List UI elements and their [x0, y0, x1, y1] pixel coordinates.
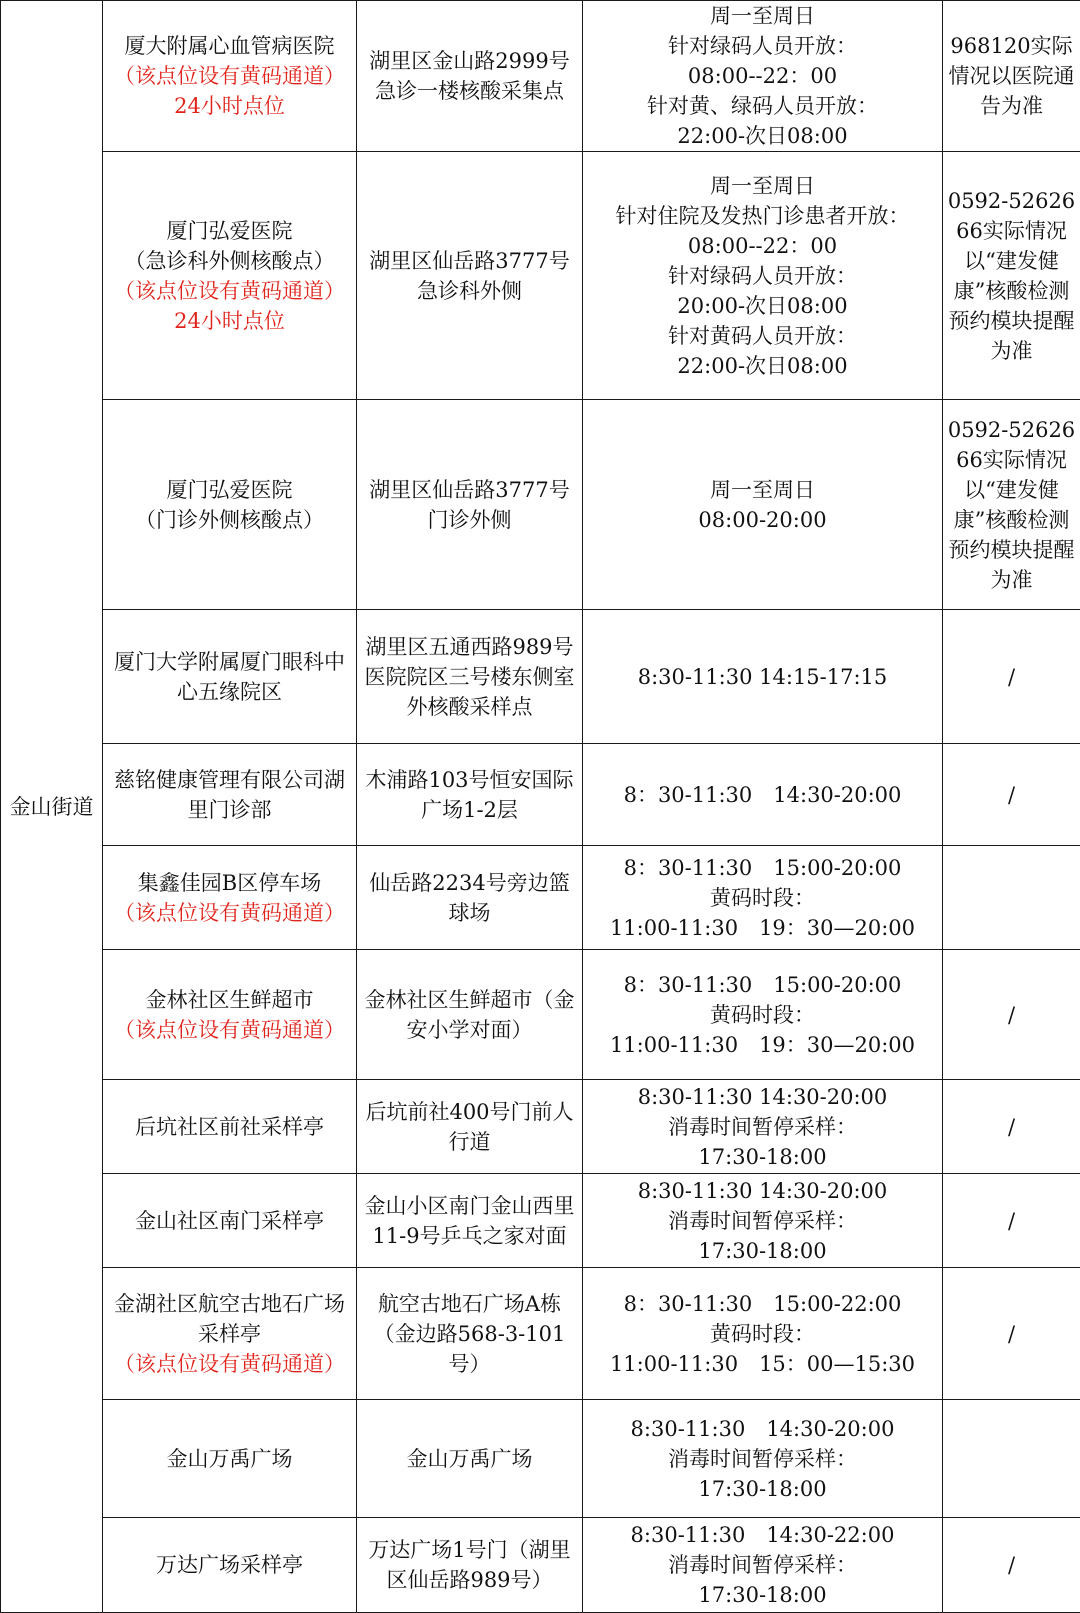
table-row	[1, 400, 1080, 610]
hours-cell	[583, 1174, 943, 1268]
hours-line: 周一至周日	[586, 1, 939, 31]
site-name: 厦大附属心血管病医院	[106, 31, 353, 61]
hours-line: 消毒时间暂停采样：	[586, 1444, 939, 1474]
site-name: 厦门弘爱医院	[106, 475, 353, 505]
site-name: 后坑社区前社采样亭	[106, 1112, 353, 1142]
site-name-cell	[103, 1268, 357, 1400]
address-cell: 仙岳路2234号旁边篮球场	[357, 846, 583, 950]
hours-line: 消毒时间暂停采样：	[586, 1550, 939, 1580]
contact-note-cell: /	[943, 744, 1080, 846]
site-name: 金山社区南门采样亭	[106, 1206, 353, 1236]
site-name-cell	[103, 400, 357, 610]
contact-note-cell: 968120实际情况以医院通告为准	[943, 1, 1080, 152]
address-cell: 金山小区南门金山西里11-9号乒乓之家对面	[357, 1174, 583, 1268]
hours-line: 22:00-次日08:00	[586, 121, 939, 151]
yellow-code-note: （该点位设有黄码通道）	[106, 276, 353, 306]
hours-line: 针对黄、绿码人员开放：	[586, 91, 939, 121]
site-name: 厦门大学附属厦门眼科中心五缘院区	[106, 647, 353, 707]
address-cell: 木浦路103号恒安国际广场1-2层	[357, 744, 583, 846]
site-name-cell	[103, 1080, 357, 1174]
hours-line: 20:00-次日08:00	[586, 291, 939, 321]
site-name: （门诊外侧核酸点）	[106, 505, 353, 535]
street-name: 金山街道	[1, 1, 103, 1613]
site-name: 集鑫佳园B区停车场	[106, 868, 353, 898]
hours-cell	[583, 1400, 943, 1518]
site-name-cell	[103, 1174, 357, 1268]
table-row	[1, 1, 1080, 152]
site-name: 万达广场采样亭	[106, 1550, 353, 1580]
yellow-code-note: （该点位设有黄码通道）	[106, 61, 353, 91]
hours-cell	[583, 1080, 943, 1174]
address-cell: 航空古地石广场A栋（金边路568-3-101号）	[357, 1268, 583, 1400]
address-cell: 湖里区五通西路989号医院院区三号楼东侧室外核酸采样点	[357, 610, 583, 744]
table-row	[1, 1518, 1080, 1613]
hours-line: 8：30-11:30 14:30-20:00	[586, 780, 939, 810]
site-name: （急诊科外侧核酸点）	[106, 246, 353, 276]
table-row	[1, 152, 1080, 400]
yellow-code-note: （该点位设有黄码通道）	[106, 898, 353, 928]
site-name-cell	[103, 846, 357, 950]
site-name: 金林社区生鲜超市	[106, 985, 353, 1015]
hours-line: 08:00--22：00	[586, 231, 939, 261]
table-row	[1, 1268, 1080, 1400]
hours-cell	[583, 1518, 943, 1613]
hours-line: 17:30-18:00	[586, 1142, 939, 1172]
address-cell: 金林社区生鲜超市（金安小学对面）	[357, 950, 583, 1080]
contact-note-cell: /	[943, 610, 1080, 744]
hours-cell	[583, 152, 943, 400]
address-cell: 后坑前社400号门前人行道	[357, 1080, 583, 1174]
hours-line: 8：30-11:30 15:00-20:00	[586, 853, 939, 883]
hours-cell	[583, 1268, 943, 1400]
yellow-code-note: （该点位设有黄码通道）	[106, 1349, 353, 1379]
table-row	[1, 610, 1080, 744]
hours-line: 针对住院及发热门诊患者开放：	[586, 201, 939, 231]
site-name: 厦门弘爱医院	[106, 216, 353, 246]
hours-line: 黄码时段：	[586, 1000, 939, 1030]
hours-line: 08:00-20:00	[586, 505, 939, 535]
site-name-cell	[103, 744, 357, 846]
hours-line: 8:30-11:30 14:30-20:00	[586, 1176, 939, 1206]
table-row	[1, 1174, 1080, 1268]
table-row	[1, 846, 1080, 950]
site-name-cell	[103, 610, 357, 744]
hours-line: 11:00-11:30 19：30—20:00	[586, 913, 939, 943]
yellow-code-note: （该点位设有黄码通道）	[106, 1015, 353, 1045]
contact-note-cell: /	[943, 1268, 1080, 1400]
hours-line: 8:30-11:30 14:30-20:00	[586, 1082, 939, 1112]
hours-line: 8：30-11:30 15:00-22:00	[586, 1289, 939, 1319]
contact-note-cell: 0592-5262666实际情况以“建发健康”核酸检测预约模块提醒为准	[943, 400, 1080, 610]
site-name: 金山万禹广场	[106, 1444, 353, 1474]
site-name-cell	[103, 1400, 357, 1518]
hours-line: 8:30-11:30 14:30-20:00	[586, 1414, 939, 1444]
yellow-code-note: 24小时点位	[106, 91, 353, 121]
table-row	[1, 950, 1080, 1080]
site-name: 慈铭健康管理有限公司湖里门诊部	[106, 765, 353, 825]
site-name-cell	[103, 152, 357, 400]
contact-note-cell: 0592-5262666实际情况以“建发健康”核酸检测预约模块提醒为准	[943, 152, 1080, 400]
table-row	[1, 1080, 1080, 1174]
hours-line: 17:30-18:00	[586, 1580, 939, 1610]
hours-line: 8:30-11:30 14:15-17:15	[586, 662, 939, 692]
hours-line: 08:00--22：00	[586, 61, 939, 91]
hours-line: 周一至周日	[586, 171, 939, 201]
contact-note-cell: /	[943, 1518, 1080, 1613]
contact-note-cell: /	[943, 1080, 1080, 1174]
address-cell: 湖里区金山路2999号急诊一楼核酸采集点	[357, 1, 583, 152]
hours-line: 17:30-18:00	[586, 1236, 939, 1266]
hours-line: 17:30-18:00	[586, 1474, 939, 1504]
contact-note-cell: /	[943, 950, 1080, 1080]
hours-line: 消毒时间暂停采样：	[586, 1112, 939, 1142]
hours-cell	[583, 400, 943, 610]
address-cell: 湖里区仙岳路3777号门诊外侧	[357, 400, 583, 610]
hours-line: 消毒时间暂停采样：	[586, 1206, 939, 1236]
address-cell: 万达广场1号门（湖里区仙岳路989号）	[357, 1518, 583, 1613]
hours-cell	[583, 1, 943, 152]
yellow-code-note: 24小时点位	[106, 306, 353, 336]
hours-line: 8:30-11:30 14:30-22:00	[586, 1520, 939, 1550]
site-name: 金湖社区航空古地石广场采样亭	[106, 1289, 353, 1349]
hours-cell	[583, 950, 943, 1080]
hours-cell	[583, 610, 943, 744]
hours-line: 11:00-11:30 19：30—20:00	[586, 1030, 939, 1060]
site-name-cell	[103, 1, 357, 152]
contact-note-cell	[943, 1400, 1080, 1518]
hours-line: 8：30-11:30 15:00-20:00	[586, 970, 939, 1000]
table-row	[1, 1400, 1080, 1518]
address-cell: 湖里区仙岳路3777号急诊科外侧	[357, 152, 583, 400]
site-name-cell	[103, 1518, 357, 1613]
hours-line: 22:00-次日08:00	[586, 351, 939, 381]
hours-line: 周一至周日	[586, 475, 939, 505]
hours-cell	[583, 744, 943, 846]
hours-line: 针对绿码人员开放：	[586, 31, 939, 61]
hours-line: 针对黄码人员开放：	[586, 321, 939, 351]
hours-line: 黄码时段：	[586, 1319, 939, 1349]
address-cell: 金山万禹广场	[357, 1400, 583, 1518]
site-name-cell	[103, 950, 357, 1080]
contact-note-cell: /	[943, 1174, 1080, 1268]
table-row	[1, 744, 1080, 846]
hours-line: 针对绿码人员开放：	[586, 261, 939, 291]
hours-line: 11:00-11:30 15：00—15:30	[586, 1349, 939, 1379]
hours-line: 黄码时段：	[586, 883, 939, 913]
hours-cell	[583, 846, 943, 950]
contact-note-cell	[943, 846, 1080, 950]
